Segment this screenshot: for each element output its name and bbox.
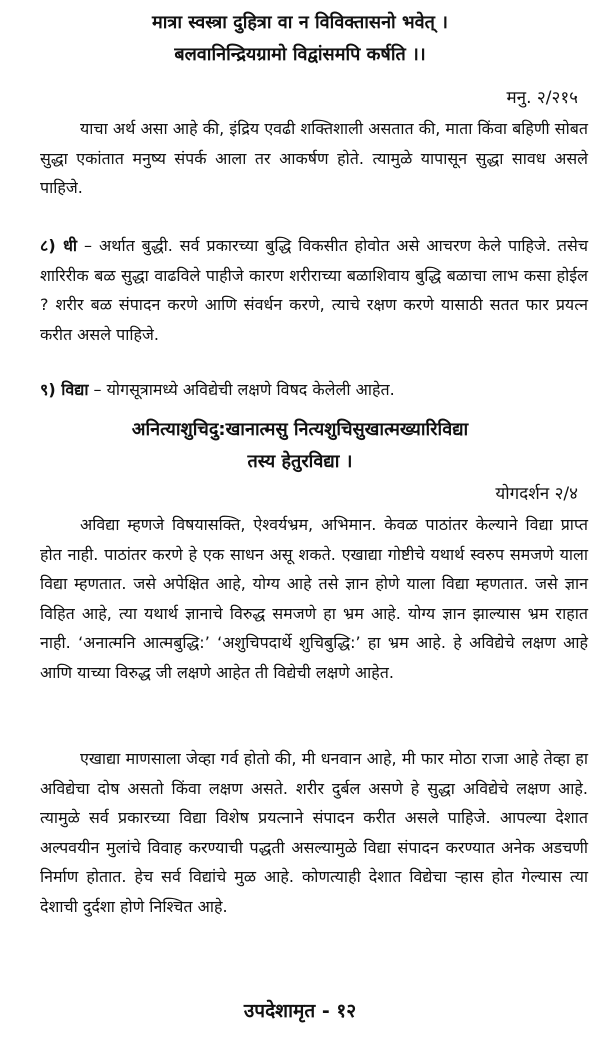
paragraph-heading: ८) धी <box>40 236 78 255</box>
numbered-paragraph <box>40 231 588 349</box>
verse-reference: योगदर्शन २/४ <box>495 484 578 504</box>
verse-line: मात्रा स्वस्त्रा दुहित्रा वा न विविक्तासनो भवेत् । <box>151 12 448 33</box>
verse-reference: मनु. २/२१५ <box>506 88 578 108</box>
paragraph-text: – योगसूत्रामध्ये अविद्येची लक्षणे विषद केलेली आहेत. <box>88 380 395 399</box>
verse-line: बलवानिन्द्रियग्रामो विद्वांसमपि कर्षति ।। <box>174 44 426 65</box>
paragraph-text: – अर्थात बुद्धी. सर्व प्रकारच्या बुद्धि विकसीत होवोत असे आचरण केले पाहिजे. तसेच शारिरीक बळ सुद्धा वाढविले पाहीजे कारण शरीराच्या बळाशिवाय बुद्धि बळाचा लाभ कसा होईल ? शरीर बळ संपादन करणे आणि संवर्धन करणे, त्याचे रक्षण करणे यासाठी सतत फार प्रयत्न करीत असले पाहिजे. <box>40 236 589 344</box>
paragraph: याचा अर्थ असा आहे की, इंद्रिय एवढी शक्तिशाली असतात की, माता किंवा बहिणी सोबत सुद्धा एकांतात मनुष्य संपर्क आला तर आकर्षण होते. त्यामुळे यापासून सुद्धा सावध असले पाहिजे. <box>40 119 588 197</box>
page-footer: उपदेशामृत - १२ <box>243 1000 357 1022</box>
verse-line: अनित्याशुचिदु:खानात्मसु नित्यशुचिसुखात्मख्यारिविद्या <box>131 419 469 440</box>
numbered-paragraph <box>40 375 588 405</box>
paragraph: अविद्या म्हणजे विषयासक्ति, ऐश्वर्यभ्रम, अभिमान. केवळ पाठांतर केल्याने विद्या प्राप्त होत नाही. पाठांतर करणे हे एक साधन असू शकते. एखाद्या गोष्टीचे यथार्थ स्वरुप समजणे याला विद्या म्हणतात. जसे अपेक्षित आहे, योग्य आहे तसे ज्ञान होणे याला विद्या म्हणतात. जसे ज्ञान विहित आहे, त्या यथार्थ ज्ञानाचे विरुद्ध समजणे हा भ्रम आहे. योग्य ज्ञान झाल्यास भ्रम राहात नाही. ‘अनात्मनि आत्मबुद्धि:’ ‘अशुचिपदार्थे शुचिबुद्धि:’ हा भ्रम आहे. हे अविद्येचे लक्षण आहे आणि याच्या विरुद्ध जी लक्षणे आहेत ती विद्येची लक्षणे आहेत. <box>40 515 588 682</box>
verse-line: तस्य हेतुरविद्या । <box>247 451 353 472</box>
paragraph: एखाद्या माणसाला जेव्हा गर्व होतो की, मी धनवान आहे, मी फार मोठा राजा आहे तेव्हा हा अविद्येचा दोष असतो किंवा लक्षण असते. शरीर दुर्बल असणे हे सुद्धा अविद्येचे लक्षण आहे. त्यामुळे सर्व प्रकारच्या विद्या विशेष प्रयत्नाने संपादन करीत असले पाहिजे. आपल्या देशात अल्पवयीन मुलांचे विवाह करण्याची पद्धती असल्यामुळे विद्या संपादन करण्यात अनेक अडचणी निर्माण होतात. हेच सर्व विद्यांचे मुळ आहे. कोणत्याही देशात विद्येचा ऱ्हास होत गेल्यास त्या देशाची दुर्दशा होणे निश्चित आहे. <box>40 749 588 916</box>
paragraph-heading: ९) विद्या <box>40 380 89 399</box>
